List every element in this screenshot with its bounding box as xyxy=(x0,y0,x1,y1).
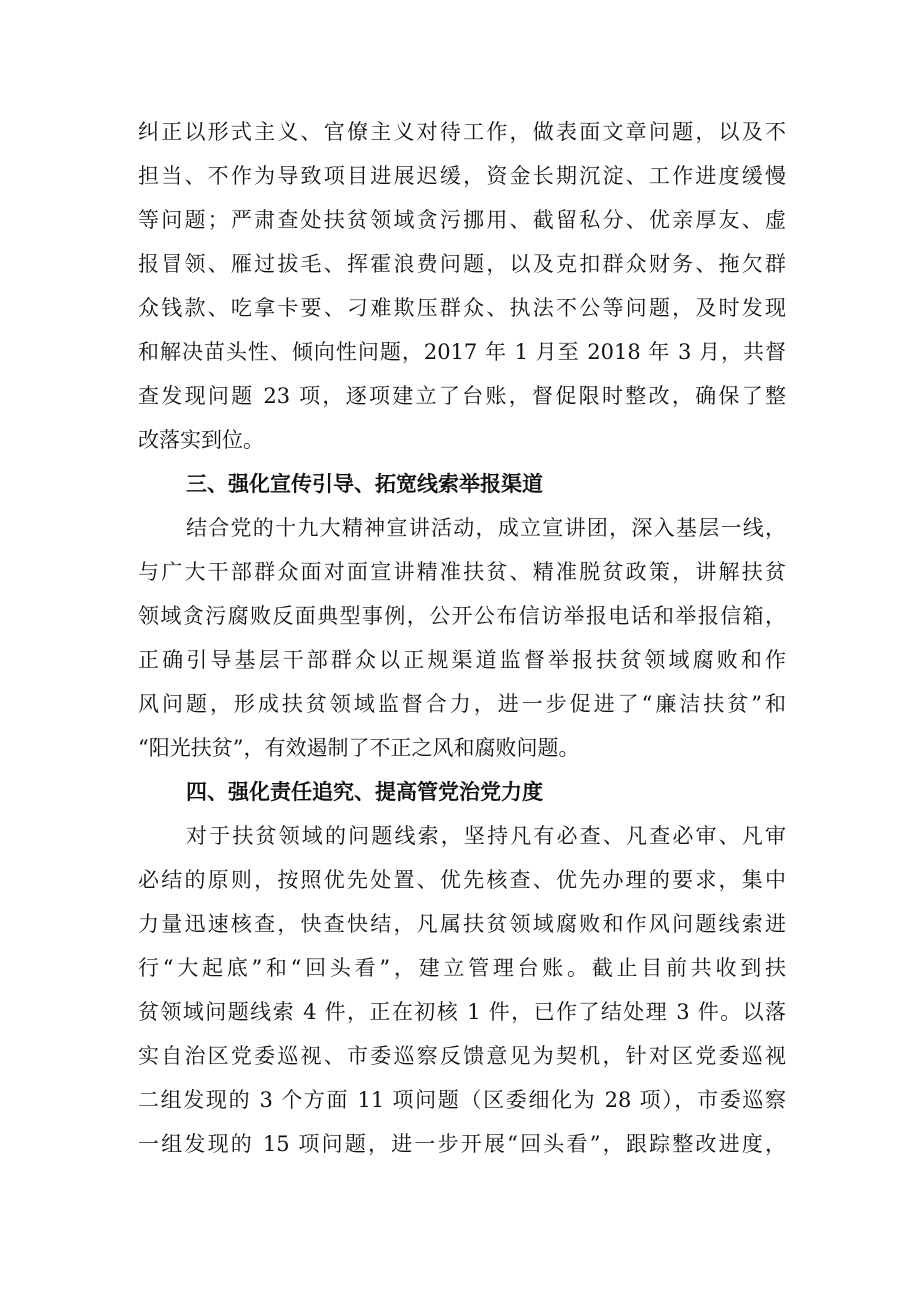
paragraph-line: 等问题；严肃查处扶贫领域贪污挪用、截留私分、优亲厚友、虚 xyxy=(138,208,786,232)
paragraph-line: 正确引导基层干部群众以正规渠道监督举报扶贫领域腐败和作 xyxy=(138,648,786,672)
paragraph-line: 纠正以形式主义、官僚主义对待工作，做表面文章问题，以及不 xyxy=(138,120,786,144)
section-heading-3: 三、强化宣传引导、拓宽线索举报渠道 xyxy=(186,472,543,496)
section-heading-4: 四、强化责任追究、提高管党治党力度 xyxy=(186,780,543,804)
paragraph-line: 查发现问题 23 项，逐项建立了台账，督促限时整改，确保了整 xyxy=(138,384,786,408)
paragraph-line: 和解决苗头性、倾向性问题，2017 年 1 月至 2018 年 3 月，共督 xyxy=(138,340,786,364)
paragraph-line: 二组发现的 3 个方面 11 项问题（区委细化为 28 项），市委巡察 xyxy=(138,1088,786,1112)
paragraph-line: 与广大干部群众面对面宣讲精准扶贫、精准脱贫政策，讲解扶贫 xyxy=(138,560,786,584)
paragraph-1 xyxy=(138,110,786,462)
paragraph-line: 行“大起底”和“回头看”，建立管理台账。截止目前共收到扶 xyxy=(138,956,786,980)
paragraph-line: 必结的原则，按照优先处置、优先核查、优先办理的要求，集中 xyxy=(138,868,786,892)
paragraph-line: 风问题，形成扶贫领域监督合力，进一步促进了“廉洁扶贫”和 xyxy=(138,692,786,716)
paragraph-line: 力量迅速核查，快查快结，凡属扶贫领域腐败和作风问题线索进 xyxy=(138,912,786,936)
paragraph-line: 贫领域问题线索 4 件，正在初核 1 件，已作了结处理 3 件。以落 xyxy=(138,1000,786,1024)
paragraph-line: 一组发现的 15 项问题，进一步开展“回头看”，跟踪整改进度， xyxy=(138,1132,786,1156)
paragraph-line: “阳光扶贫”，有效遏制了不正之风和腐败问题。 xyxy=(138,736,580,760)
document-page xyxy=(138,110,786,1166)
paragraph-2 xyxy=(138,506,786,770)
paragraph-3 xyxy=(138,814,786,1166)
paragraph-line: 实自治区党委巡视、市委巡察反馈意见为契机，针对区党委巡视 xyxy=(138,1044,786,1068)
paragraph-line: 担当、不作为导致项目进展迟缓，资金长期沉淀、工作进度缓慢 xyxy=(138,164,786,188)
paragraph-line: 对于扶贫领域的问题线索，坚持凡有必查、凡查必审、凡审 xyxy=(186,824,786,848)
paragraph-line: 众钱款、吃拿卡要、刁难欺压群众、执法不公等问题，及时发现 xyxy=(138,296,786,320)
paragraph-line: 报冒领、雁过拔毛、挥霍浪费问题，以及克扣群众财务、拖欠群 xyxy=(138,252,786,276)
paragraph-line: 领域贪污腐败反面典型事例，公开公布信访举报电话和举报信箱， xyxy=(138,604,786,628)
paragraph-line: 结合党的十九大精神宣讲活动，成立宣讲团，深入基层一线， xyxy=(186,516,786,540)
paragraph-line: 改落实到位。 xyxy=(138,428,264,452)
